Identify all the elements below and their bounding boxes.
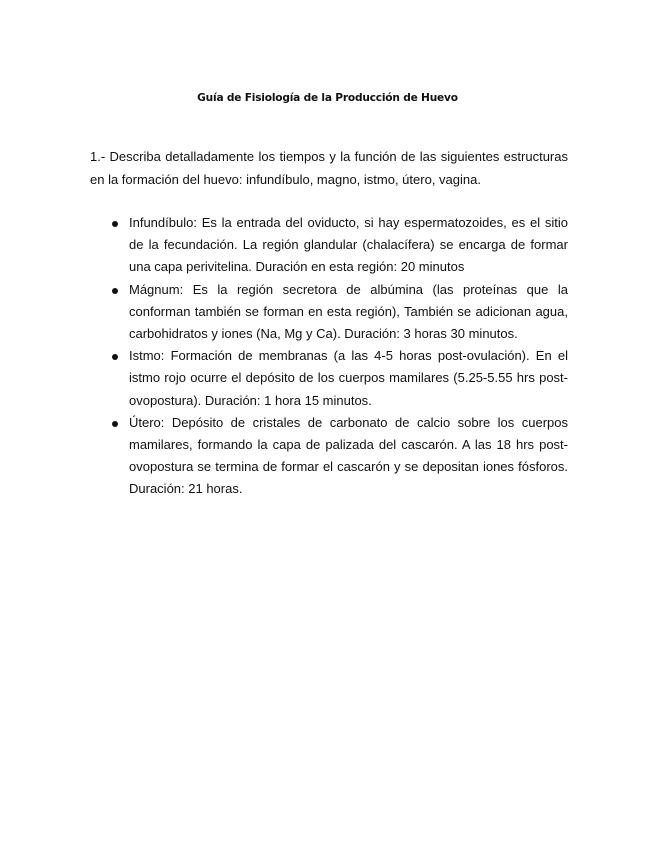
list-item — [90, 345, 568, 412]
bullet-icon — [112, 288, 118, 294]
bullet-icon — [112, 354, 118, 360]
answer-utero: Útero: Depósito de cristales de carbonato de calcio sobre los cuerpos mamilares, formando la capa de palizada del cascarón. A las 18 hrs post-ovopostura se termina de formar el cascarón y se depositan iones fósforos. Duración: 21 horas. — [129, 414, 568, 497]
question-text: 1.- Describa detalladamente los tiempos y la función de las siguientes estructuras en la formación del huevo: infundíbulo, magno, istmo, útero, vagina. — [90, 149, 568, 187]
list-item — [90, 412, 568, 501]
list-item — [90, 212, 568, 279]
answer-magnum: Mágnum: Es la región secretora de albúmina (las proteínas que la conforman también se forman en esta región), También se adicionan agua, carbohidratos y iones (Na, Mg y Ca). Duración: 3 horas 30 minutos. — [129, 281, 568, 342]
bullet-icon — [112, 221, 118, 227]
list-item — [90, 279, 568, 346]
answer-istmo: Istmo: Formación de membranas (a las 4-5 horas post-ovulación). En el istmo rojo ocurre el depósito de los cuerpos mamilares (5.25-5.55 hrs post-ovopostura). Duración: 1 hora 15 minutos. — [129, 348, 568, 408]
bullet-icon — [112, 421, 118, 427]
answer-list — [90, 212, 568, 501]
document-title: Guía de Fisiología de la Producción de Huevo — [197, 92, 458, 104]
answer-infundibulo: Infundíbulo: Es la entrada del oviducto, si hay espermatozoides, es el sitio de la fecundación. La región glandular (chalacífera) se encarga de formar una capa perivitelina. Duración en esta región: 20 minutos — [129, 215, 568, 275]
